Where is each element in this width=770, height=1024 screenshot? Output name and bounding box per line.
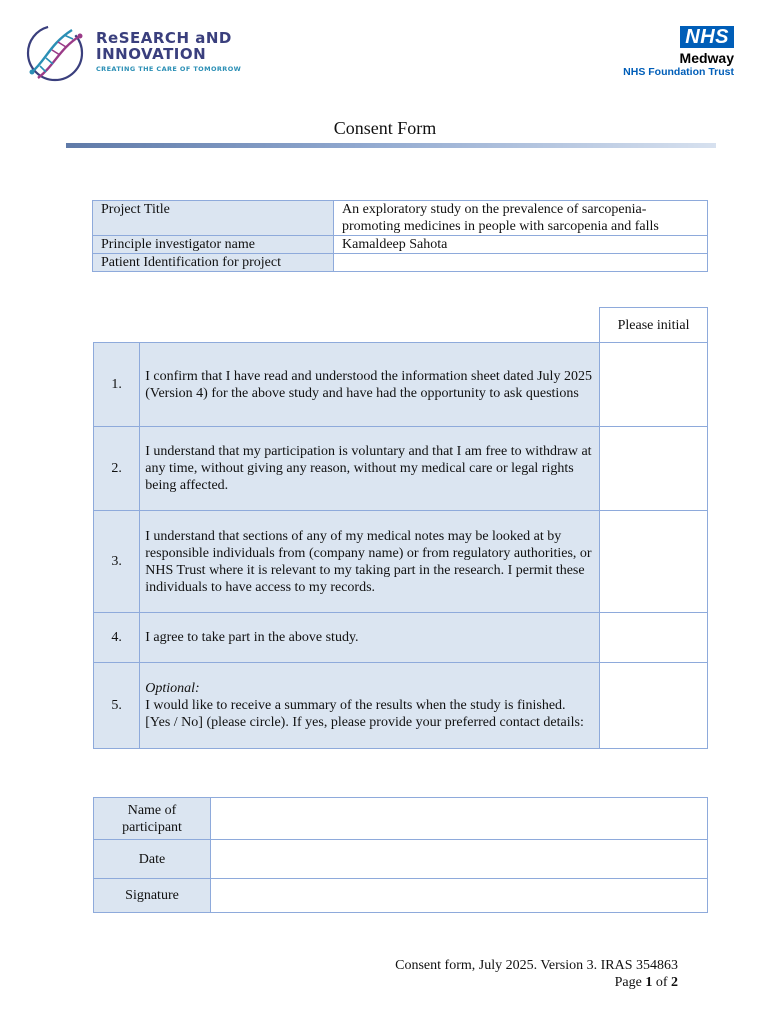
dna-helix-icon [24, 22, 90, 84]
initial-box-5[interactable] [600, 663, 708, 749]
page-footer [395, 957, 678, 991]
consent-number: 3. [94, 511, 140, 613]
signature-label: Signature [94, 879, 211, 913]
summary-request-text: I would like to receive a summary of the results when the study is finished. [145, 698, 566, 713]
logo-tagline: CREATING THE CARE OF TOMORROW [96, 65, 242, 73]
table-row [93, 236, 708, 254]
participant-name-field[interactable] [211, 798, 708, 840]
research-innovation-logo [24, 22, 244, 84]
consent-statement: I confirm that I have read and understood the information sheet dated July 2025 (Version 4) for the above study and have had the opportunity to ask questions [140, 343, 600, 427]
consent-statement: I understand that sections of any of my medical notes may be looked at by responsible individuals from (company name) or from regulatory authorities, or NHS Trust where it is relevant to my taking part in the research. I permit these individuals to have access to my records. [140, 511, 600, 613]
participant-name-label: Name of participant [94, 798, 211, 840]
signature-table [93, 797, 708, 913]
initial-box-4[interactable] [600, 613, 708, 663]
consent-number: 2. [94, 427, 140, 511]
initial-box-1[interactable] [600, 343, 708, 427]
contact-details-text: [Yes / No] (please circle). If yes, please provide your preferred contact details: [145, 715, 584, 730]
page-title: Consent Form [333, 118, 437, 138]
optional-label: Optional: [145, 681, 200, 696]
footer-version: Consent form, July 2025. Version 3. IRAS 354863 [395, 958, 678, 973]
initial-box-2[interactable] [600, 427, 708, 511]
consent-row-1 [94, 343, 708, 427]
nhs-badge: NHS [680, 26, 734, 48]
table-row [94, 879, 708, 913]
initial-box-3[interactable] [600, 511, 708, 613]
nhs-org-name: Medway [679, 50, 734, 66]
table-row [94, 798, 708, 840]
project-title-value: An exploratory study on the prevalence of sarcopenia-promoting medicines in people with sarcopenia and falls [334, 201, 708, 236]
patient-id-label: Patient Identification for project [93, 254, 334, 272]
signature-field[interactable] [211, 879, 708, 913]
consent-table [93, 307, 708, 749]
investigator-label: Principle investigator name [93, 236, 334, 254]
page-number: Page 1 of 2 [614, 975, 678, 990]
consent-statement-optional [140, 663, 600, 749]
nhs-logo [623, 26, 734, 78]
date-field[interactable] [211, 840, 708, 879]
date-label: Date [94, 840, 211, 879]
consent-row-5 [94, 663, 708, 749]
table-row [93, 201, 708, 236]
consent-number: 1. [94, 343, 140, 427]
patient-id-field[interactable] [334, 254, 708, 272]
consent-row-4 [94, 613, 708, 663]
consent-number: 4. [94, 613, 140, 663]
consent-statement: I understand that my participation is voluntary and that I am free to withdraw at any time, without giving any reason, without my medical care or legal rights being affected. [140, 427, 600, 511]
consent-statement: I agree to take part in the above study. [140, 613, 600, 663]
table-header-row [94, 308, 708, 343]
logo-line-1: ReSEARCH aND [96, 29, 232, 47]
table-row [93, 254, 708, 272]
table-row [94, 840, 708, 879]
project-title-label: Project Title [93, 201, 334, 236]
consent-row-2 [94, 427, 708, 511]
please-initial-header: Please initial [600, 308, 708, 343]
investigator-value: Kamaldeep Sahota [334, 236, 708, 254]
logo-line-2: INNOVATION [96, 45, 207, 63]
project-info-table [92, 200, 708, 272]
title-divider [66, 143, 716, 148]
consent-number: 5. [94, 663, 140, 749]
nhs-trust-name: NHS Foundation Trust [623, 66, 734, 78]
consent-row-3 [94, 511, 708, 613]
